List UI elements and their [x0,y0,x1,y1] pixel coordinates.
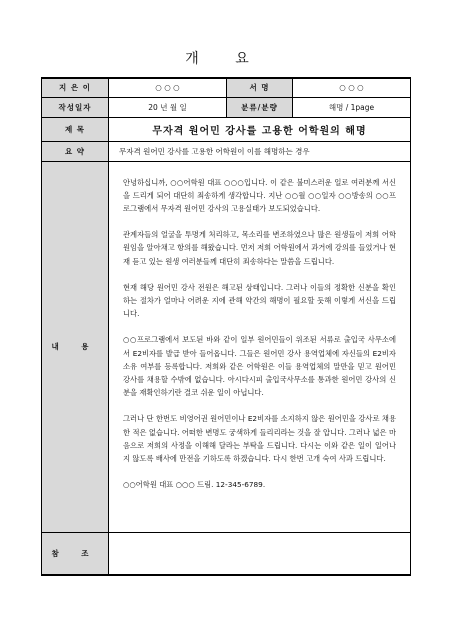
content-body [109,161,411,532]
author-value: ○ ○ ○ [109,78,227,97]
content-paragraph: 현재 해당 원어민 강사 전원은 해고된 상태입니다. 그러나 이들의 정확한 신분을 확인하는 절차가 얼마나 어려운 지에 관해 약간의 해명이 필요할 듯해 이렇게 서신을 드립니다. [123,282,396,319]
summary-form [41,77,411,576]
summary-label: 요 약 [42,141,109,161]
author-label: 지 은 이 [42,78,109,97]
content-paragraph: 안녕하십니까, ○○어학원 대표 ○○○입니다. 이 같은 불미스러운 일로 여러분께 서신을 드리게 되어 대단히 죄송하게 생각합니다. 지난 ○○월 ○○일자 ○○방송의 ○○프로그램에서 무자격 원어민 강사의 고용실태가 보도되었습니다. [123,177,396,213]
reference-label: 참 조 [42,532,109,575]
content-paragraph: ○○프로그램에서 보도된 바와 같이 일부 원어민들이 위조된 서류로 출입국 사무소에서 E2비자를 발급 받아 들어옵니다. 그들은 원어민 강사 용역업체에 자신들의 E2비자 소유 여부를 등록합니다. 저희와 같은 어학원은 이들 용역업체의 말만을 믿고 원어민 강사를 채용할 수밖에 없습니다. 아시다시피 출입국사무소를 통과한 원어민 강사의 신분을 재확인하기란 결코 쉬운 일이 아닙니다. [123,335,396,398]
signature-line: ○○어학원 대표 ○○○ 드림. 12-345-6789. [123,480,266,490]
content-paragraph: 관계자들의 얼굴을 투명게 처리하고, 목소리를 변조하였으나 많은 원생들이 저희 어학원임을 알아채고 항의를 해왔습니다. 먼저 저희 어학원에서 과거에 강의를 들었거나 현재 듣고 있는 원생 여러분들께 대단히 죄송하다는 말씀을 드립니다. [123,230,396,266]
reference-value [109,532,411,575]
signature-value: ○ ○ ○ [293,78,411,97]
date-label: 작성일자 [42,97,109,117]
signature-label: 서 명 [227,78,293,97]
page-title: 개 요 [185,51,265,67]
content-paragraph: 그러나 단 한번도 비영어권 원어민이나 E2비자를 소지하지 않은 원어민을 강사로 채용한 적은 없습니다. 어떠한 변명도 궁색하게 들리리라는 것을 잘 압니다. 그러나 넓은 마음으로 저희의 사정을 이해해 달라는 부탁을 드립니다. 다시는 이와 같은 일이 일어나지 않도록 배사에 만전을 기하도록 하겠습니다. 다시 한번 고개 숙여 사과 드립니다. [123,414,396,463]
category-label: 분류/분량 [227,97,293,117]
subject-value: 무자격 원어민 강사를 고용한 어학원의 해명 [109,117,411,141]
date-value: 20 년 월 일 [109,97,227,117]
content-label: 내 용 [42,161,109,532]
summary-value: 무자격 원어민 강사를 고용한 어학원이 이를 해명하는 경우 [109,141,411,161]
subject-label: 제 목 [42,117,109,141]
category-value: 해명 / 1page [293,97,411,117]
